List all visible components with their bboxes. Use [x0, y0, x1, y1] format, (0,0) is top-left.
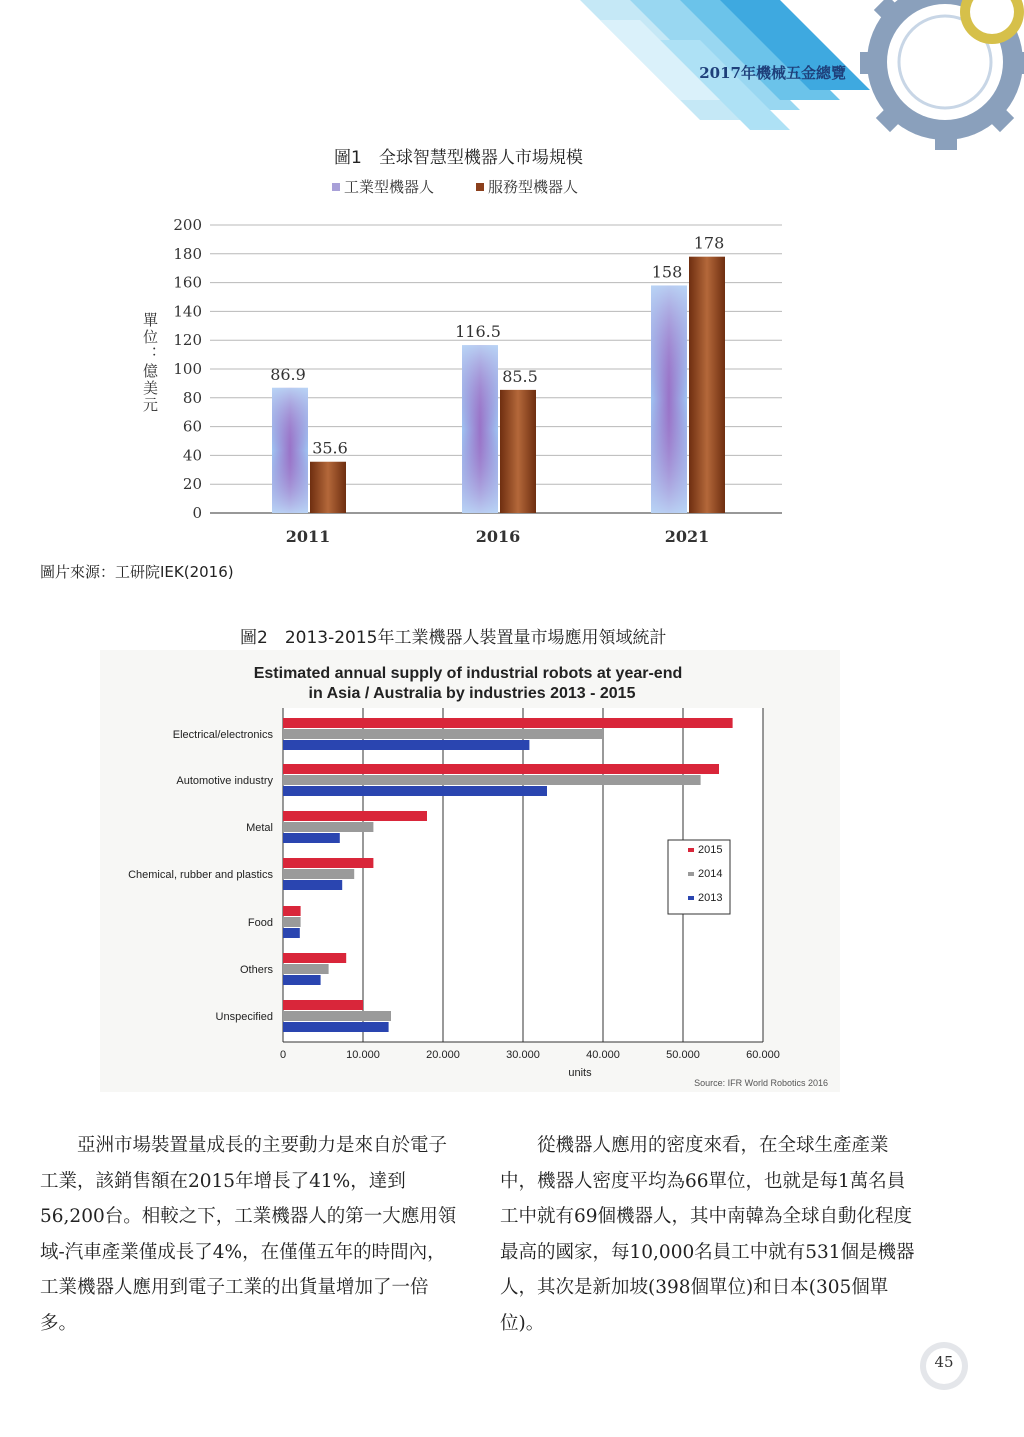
- figure2-bar-2013: [283, 880, 342, 890]
- figure1-ytick-label: 100: [173, 360, 202, 378]
- figure2-bar-2015: [283, 953, 346, 963]
- figure1-category-label: 2016: [475, 527, 521, 546]
- figure1-legend: [332, 178, 578, 196]
- figure2-bar-2013: [283, 740, 529, 750]
- figure1-bar-service: [689, 257, 725, 513]
- figure2-bar-2014: [283, 917, 301, 927]
- figure2-bar-2015: [283, 718, 733, 728]
- figure1-ytick-label: 0: [192, 504, 202, 522]
- figure2-bar-2014: [283, 729, 603, 739]
- figure1-bar-industrial-shade: [651, 285, 687, 513]
- figure2-bar-2013: [283, 786, 547, 796]
- legend-swatch-industrial: [332, 183, 340, 191]
- figure2-bar-2013: [283, 833, 340, 843]
- legend-swatch-2014: [688, 872, 694, 876]
- legend-label-service: 服務型機器人: [488, 178, 579, 196]
- figure2-category-label: Metal: [246, 822, 273, 834]
- legend-swatch-2015: [688, 848, 694, 852]
- figure2-title-line1: Estimated annual supply of industrial robots at year-end: [253, 665, 683, 682]
- figure1-category-label: 2021: [664, 527, 710, 546]
- figure1-data-label: 35.6: [312, 438, 348, 458]
- figure2-xtick-label: 10.000: [346, 1049, 380, 1061]
- figure1-bar-industrial-shade: [272, 388, 308, 513]
- figure2-bar-2014: [283, 822, 373, 832]
- figure1-chart: [100, 172, 800, 552]
- figure1-ytick-label: 200: [173, 216, 202, 234]
- figure2-xtick-label: 40.000: [586, 1049, 620, 1061]
- figure2-category-label: Chemical, rubber and plastics: [128, 869, 273, 881]
- figure1-bar-industrial-shade: [462, 345, 498, 513]
- figure1-ytick-label: 20: [182, 475, 202, 494]
- figure2-bar-2014: [283, 775, 701, 785]
- header-decoration: [0, 0, 1024, 160]
- figure2-source: Source: IFR World Robotics 2016: [694, 1078, 828, 1088]
- figure2-xtick-label: 30.000: [506, 1049, 540, 1061]
- legend-label-2014: 2014: [698, 868, 723, 880]
- gear-decoration: [860, 0, 1024, 150]
- figure1-data-label: 178: [693, 233, 725, 253]
- figure2-xtick-label: 20.000: [426, 1049, 460, 1061]
- legend-label-industrial: 工業型機器人: [344, 178, 435, 196]
- right-paragraph-text: 從機器人應用的密度來看，在全球生產產業中，機器人密度平均為66單位，也就是每1萬名員工中就有69個機器人，其中南韓為全球自動化程度最高的國家，每10,000名員工中就有531個是機器人，其次是新加坡(398個單位)和日本(305個單位)。: [500, 1135, 915, 1334]
- figure1-ytick-label: 160: [173, 273, 202, 292]
- left-paragraph-text: 亞洲市場裝置量成長的主要動力是來自於電子工業，該銷售額在2015年增長了41%，達到56,200台。相較之下，工業機器人的第一大應用領域-汽車產業僅成長了4%，在僅僅五年的時間內，工業機器人應用到電子工業的出貨量增加了一倍多。: [40, 1135, 457, 1334]
- legend-swatch-2013: [688, 896, 694, 900]
- legend-swatch-service: [476, 183, 484, 191]
- figure1-data-label: 86.9: [270, 364, 306, 384]
- figure1-bar-service: [500, 390, 536, 513]
- figure2-bar-2015: [283, 1000, 363, 1010]
- figure2-bar-2015: [283, 811, 427, 821]
- figure1-data-label: 158: [651, 262, 683, 282]
- figure1-data-label: 85.5: [502, 366, 538, 386]
- figure2-chart: [100, 650, 840, 1092]
- figure2-legend: [668, 840, 730, 914]
- figure1-category-label: 2011: [285, 527, 331, 546]
- figure2-bar-2015: [283, 906, 301, 916]
- figure2-category-label: Unspecified: [215, 1011, 273, 1023]
- figure2-title-line2: in Asia / Australia by industries 2013 - 2015: [308, 685, 636, 702]
- figure2-caption: 圖2 2013-2015年工業機器人裝置量市場應用領域統計: [240, 628, 667, 648]
- legend-label-2015: 2015: [698, 844, 723, 856]
- figure1-source: 圖片來源：工研院IEK(2016): [40, 563, 234, 581]
- figure2-category-label: Food: [247, 917, 273, 929]
- figure1-ytick-label: 120: [173, 331, 202, 350]
- figure2-bar-2015: [283, 764, 719, 774]
- figure2-xtick-label: 0: [279, 1049, 287, 1061]
- figure2-xtick-label: 60.000: [746, 1049, 780, 1061]
- body-paragraph-left: [40, 1128, 460, 1341]
- figure2-bar-2015: [283, 858, 373, 868]
- figure1-caption: 圖1 全球智慧型機器人市場規模: [334, 148, 583, 168]
- figure1-ytick-label: 80: [182, 388, 202, 407]
- figure2-category-label: Others: [239, 964, 273, 976]
- figure2-category-label: Electrical/electronics: [172, 729, 273, 741]
- header-title: 2017年機械五金總覽: [699, 64, 846, 82]
- body-paragraph-right: [500, 1128, 920, 1341]
- figure2-bar-2014: [283, 964, 329, 974]
- figure1-bar-service: [310, 462, 346, 513]
- figure1-ytick-label: 140: [173, 302, 202, 321]
- figure1-data-label: 116.5: [455, 322, 501, 342]
- figure2-bar-2013: [283, 928, 300, 938]
- page-number: 45: [934, 1353, 954, 1371]
- figure2-xlabel: units: [568, 1067, 592, 1079]
- figure1-ytick-label: 180: [173, 244, 202, 263]
- figure2-bar-2013: [283, 975, 321, 985]
- figure1-ytick-label: 60: [182, 417, 202, 436]
- figure2-bar-2013: [283, 1022, 389, 1032]
- figure2-bar-2014: [283, 869, 354, 879]
- figure1-ylabel: 單位：億美元: [141, 312, 159, 414]
- legend-label-2013: 2013: [698, 892, 723, 904]
- figure2-xtick-label: 50.000: [666, 1049, 700, 1061]
- figure2-category-label: Automotive industry: [176, 775, 273, 787]
- figure2-bar-2014: [283, 1011, 391, 1021]
- figure1-ytick-label: 40: [182, 446, 202, 465]
